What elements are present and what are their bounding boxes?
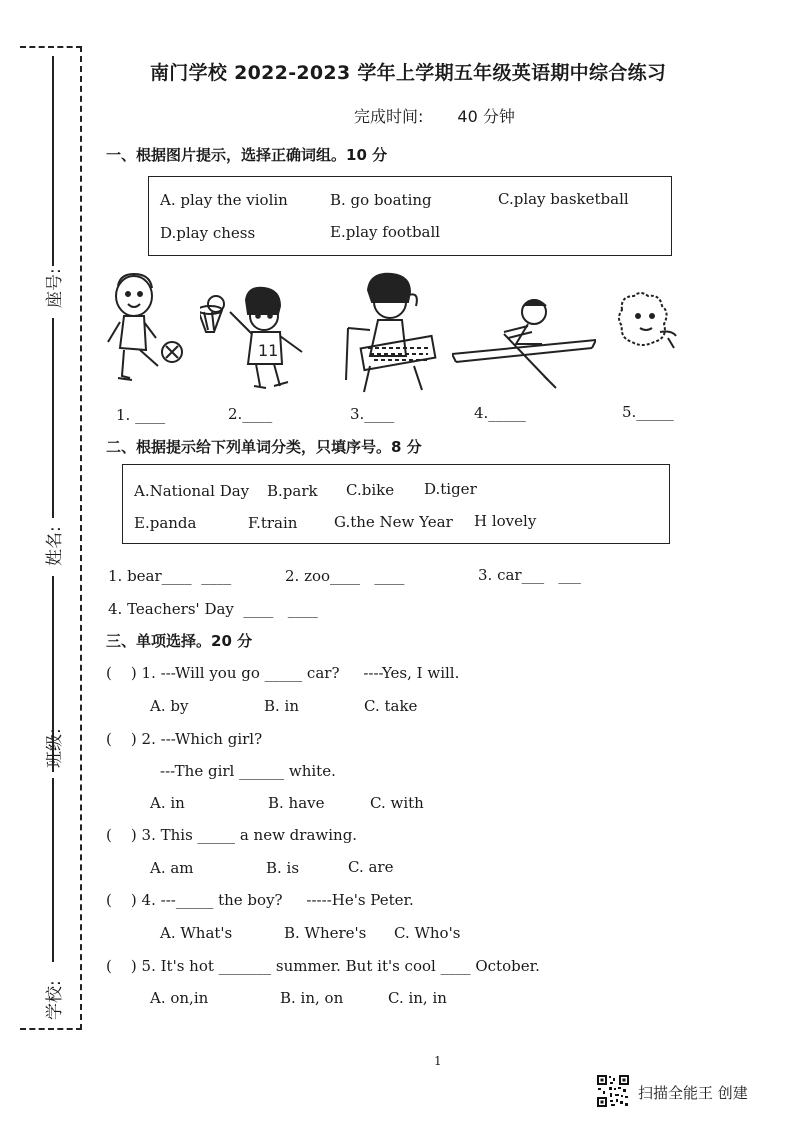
page-number: 1	[434, 1054, 442, 1068]
child-face-icon	[612, 290, 682, 356]
s2-option-b: B.park	[267, 482, 318, 500]
name-label: 姓名:	[45, 526, 65, 566]
s2-line-1[interactable]: 1. bear____ ____	[108, 567, 232, 585]
s1-answer-4[interactable]: 4._____	[474, 404, 526, 422]
q2-stem-2: ---The girl ______ white.	[160, 762, 336, 780]
seat-label: 座号:	[45, 268, 65, 308]
section2-option-box	[122, 464, 670, 544]
q3-stem: ( ) 3. This _____ a new drawing.	[106, 826, 358, 844]
scanner-brand: 扫描全能王 创建	[638, 1084, 748, 1102]
q2-stem: ( ) 2. ---Which girl?	[106, 730, 263, 748]
s2-line-2[interactable]: 2. zoo____ ____	[285, 567, 405, 585]
time-label: 完成时间:	[354, 107, 424, 126]
q4-option-c[interactable]: C. Who's	[394, 924, 461, 942]
q1-option-b[interactable]: B. in	[264, 697, 300, 715]
boy-football-icon	[100, 266, 190, 396]
s1-answer-1[interactable]: 1. ____	[116, 406, 166, 424]
seat-line	[52, 56, 54, 266]
s1-answer-3[interactable]: 3.____	[350, 405, 395, 423]
s1-option-a: A. play the violin	[160, 191, 288, 209]
s1-option-b: B. go boating	[330, 191, 432, 209]
section1-title: 一、根据图片提示，选择正确词组。10 分	[106, 146, 388, 164]
qr-code-icon	[596, 1074, 630, 1108]
s2-option-c: C.bike	[346, 481, 395, 499]
section2-title: 二、根据提示给下列单词分类，只填序号。8 分	[106, 438, 422, 456]
name-line	[52, 318, 54, 518]
class-label: 班级:	[45, 728, 65, 768]
boy-basketball-icon	[200, 282, 310, 394]
time-value: 40 分钟	[457, 107, 515, 126]
q5-option-c[interactable]: C. in, in	[388, 989, 447, 1007]
q2-option-c[interactable]: C. with	[370, 794, 424, 812]
section3-title: 三、单项选择。20 分	[106, 632, 253, 650]
s2-line-4[interactable]: 4. Teachers' Day ____ ____	[108, 600, 318, 618]
q5-stem: ( ) 5. It's hot _______ summer. But it's cool ____ October.	[106, 957, 540, 975]
s1-option-e: E.play football	[330, 223, 441, 241]
s2-option-d: D.tiger	[424, 480, 477, 498]
q3-option-c[interactable]: C. are	[348, 858, 394, 876]
section1-option-box	[148, 176, 672, 256]
s1-answer-5[interactable]: 5._____	[622, 403, 674, 421]
s2-option-a: A.National Day	[134, 482, 250, 500]
q1-stem: ( ) 1. ---Will you go _____ car? ----Yes, I will.	[106, 664, 460, 682]
page-title: 南门学校 2022-2023 学年上学期五年级英语期中综合练习	[150, 62, 667, 84]
q5-option-a[interactable]: A. on,in	[150, 989, 209, 1007]
s1-option-d: D.play chess	[160, 224, 256, 242]
q5-option-b[interactable]: B. in, on	[280, 989, 344, 1007]
q1-option-a[interactable]: A. by	[150, 697, 189, 715]
s1-answer-2[interactable]: 2.____	[228, 405, 273, 423]
q1-option-c[interactable]: C. take	[364, 697, 418, 715]
q3-option-a[interactable]: A. am	[150, 859, 194, 877]
school-label: 学校:	[45, 980, 65, 1020]
q4-option-b[interactable]: B. Where's	[284, 924, 367, 942]
q4-stem: ( ) 4. ---_____ the boy? -----He's Peter.	[106, 891, 414, 909]
q3-option-b[interactable]: B. is	[266, 859, 300, 877]
s2-line-3[interactable]: 3. car___ ___	[478, 566, 581, 584]
boy-boating-icon	[452, 292, 596, 392]
s2-option-f: F.train	[248, 514, 298, 532]
s1-option-c: C.play basketball	[498, 190, 629, 208]
boy-chess-icon	[340, 270, 440, 396]
q2-option-a[interactable]: A. in	[150, 794, 185, 812]
s2-option-g: G.the New Year	[334, 513, 453, 531]
school-line	[52, 778, 54, 962]
svg-text:11: 11	[258, 341, 279, 360]
q2-option-b[interactable]: B. have	[268, 794, 325, 812]
q4-option-a[interactable]: A. What's	[160, 924, 233, 942]
s2-option-h: H lovely	[474, 512, 537, 530]
time-info	[354, 104, 515, 127]
s2-option-e: E.panda	[134, 514, 197, 532]
